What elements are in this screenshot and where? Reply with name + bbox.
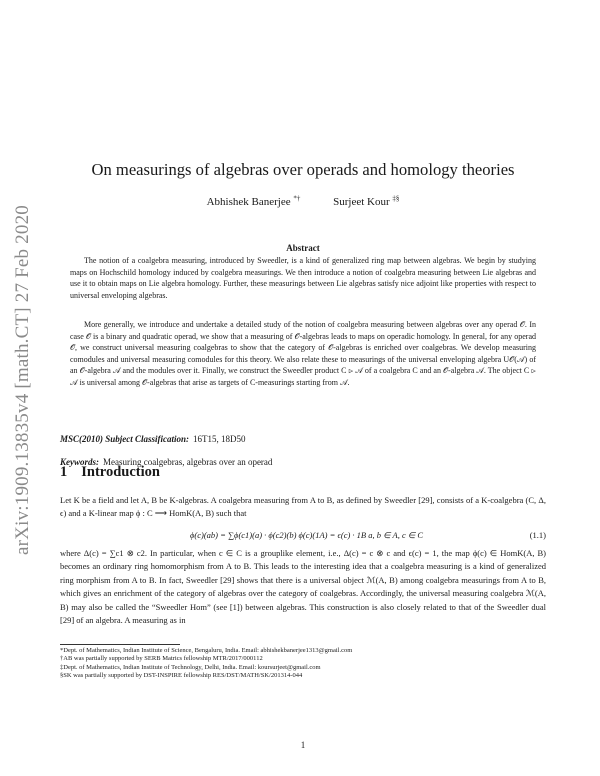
abstract-paragraph-2: More generally, we introduce and undertake a detailed study of the notion of coalgebra measuring between algebras over any operad 𝒪. In case 𝒪 is a binary and quadratic operad, we show that a measuring of 𝒪-algebras leads to maps on operadic homology. In general, for any operad 𝒪, we construct universal measuring coalgebras to show that the category of 𝒪-algebras is enriched over coalgebras. We develop measuring comodules and universal measuring comodules for this theory. We also relate these to measurings of the universal enveloping algebra U𝒪(𝒜) of an 𝒪-algebra 𝒜 and the modules over it. Finally, we construct the Sweedler product C ⊳ 𝒜 of a coalgebra C and an 𝒪-algebra 𝒜. The object C ⊳ 𝒜 is universal among 𝒪-algebras that arise as targets of C-measurings starting from 𝒜. [70,320,536,387]
arxiv-identifier: arXiv:1909.13835v4 [math.CT] 27 Feb 2020 [12,205,33,555]
author-1 [207,196,301,208]
author-1-name: Abhishek Banerjee [206,195,291,208]
footnote-rule [60,644,180,645]
abstract-heading: Abstract [286,243,320,253]
equation-number: (1.1) [529,530,546,540]
msc-value: 16T15, 18D50 [193,434,246,444]
abstract-paragraph-1: The notion of a coalgebra measuring, introduced by Sweedler, is a kind of generalized ring map between algebras. We begin by studying maps on Hochschild homology induced by coalgebra measurings. We then introduce a notion of coalgebra measuring between Lie algebras and use it to obtain maps on Lie algebra homology. Further, these measurings between Lie algebras satisfy nice adjoint like properties with respect to universal enveloping algebras. [70,256,536,300]
arxiv-stamp [6,180,40,580]
intro-paragraph-2: where Δ(c) = ∑c1 ⊗ c2. In particular, when c ∈ C is a grouplike element, i.e., Δ(c) = c ⊗ c and ϵ(c) = 1, the map ϕ(c) ∈ HomK(A, B) becomes an ordinary ring homomorphism from A to B. This leads to the interesting idea that a coalgebra measuring is a kind of generalized ring morphism from A to B. In fact, Sweedler [29] shows that there is a universal object ℳ(A, B) among coalgebra measurings from A to B, which gives an enrichment of the category of algebras over the category of coalgebras. Accordingly, the universal measuring coalgebra ℳ(A, B) may also be called the “Sweedler Hom” (see [1]) between algebras. This construction is also closely related to that of the Sweedler dual [29] of an algebra. A measuring as in [60,548,546,626]
footnote-2: †AB was partially supported by SERB Matrics fellowship MTR/2017/000112 [60,655,263,663]
section-number: 1 [60,464,68,480]
footnote-3: ‡Dept. of Mathematics, Indian Institute of Technology, Delhi, India. Email: koursurjeet@gmail.com [60,663,321,671]
footnotes [60,647,546,680]
equation-body: ϕ(c)(ab) = ∑ϕ(c1)(a) · ϕ(c2)(b) ϕ(c)(1A) = ϵ(c) · 1B a, b ∈ A, c ∈ C [190,530,424,540]
author-2 [333,196,399,208]
msc-classification [60,434,546,444]
paper-title: On measurings of algebras over operads and homology theories [91,160,515,179]
msc-label: MSC(2010) Subject Classification: [60,434,190,444]
author-2-name: Surjeet Kour [333,195,390,208]
equation-1-1 [60,530,546,544]
author-2-marks: ‡§ [392,194,400,202]
section-title: Introduction [81,464,160,480]
footnote-1: *Dept. of Mathematics, Indian Institute of Science, Bengaluru, India. Email: abhishekbanerjee1313@gmail.com [60,647,353,654]
keywords-value: Measuring coalgebras, algebras over an operad [103,457,273,467]
author-line [60,194,546,208]
intro-paragraph-1: Let K be a field and let A, B be K-algebras. A coalgebra measuring from A to B, as defined by Sweedler [29], consists of a K-coalgebra (C, Δ, ϵ) and a K-linear map ϕ : C ⟶ HomK(A, B) such that [60,495,546,519]
footnote-4: §SK was partially supported by DST-INSPIRE fellowship RES/DST/MATH/SK/201314-044 [60,671,303,679]
page-number: 1 [300,740,306,750]
section-heading [60,464,546,481]
keywords-label: Keywords: [60,457,99,467]
author-1-marks: *† [293,194,301,202]
